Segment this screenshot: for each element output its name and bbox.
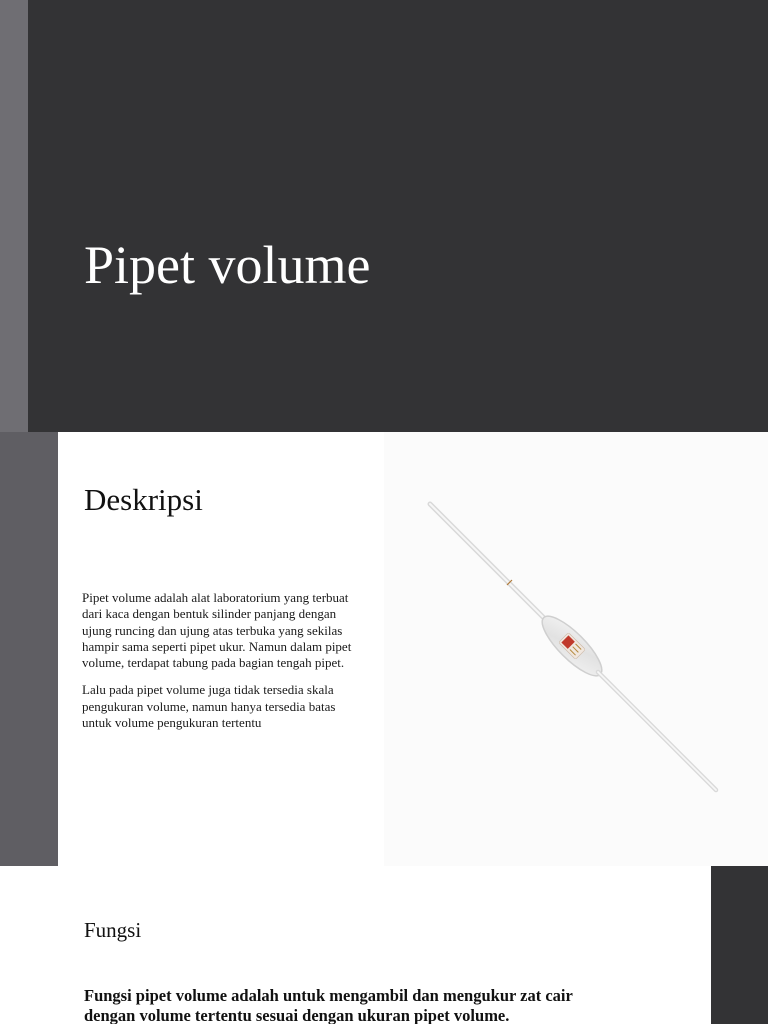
function-text: Fungsi pipet volume adalah untuk mengambil dan mengukur zat cair dengan volume tertentu sesuai dengan ukuran pipet volume. [84,986,573,1024]
left-accent-bar [0,432,58,866]
pipette-illustration [384,432,768,866]
function-slide [0,866,768,1024]
left-accent-bar [0,0,28,432]
right-accent-bar [711,866,768,1024]
paragraph: Pipet volume adalah alat laboratorium yang terbuat dari kaca dengan bentuk silinder panjang dengan ujung runcing dan ujung atas terbuka yang sekilas hampir sama seperti pipet ukur. Namun dalam pipet volume, terdapat tabung pada bagian tengah pipet. [82,590,352,671]
description-text [82,590,364,742]
title-slide [0,0,768,432]
section-heading: Fungsi [84,918,142,942]
section-heading: Deskripsi [84,482,203,517]
paragraph: Lalu pada pipet volume juga tidak tersedia skala pengukuran volume, namun hanya tersedia batas untuk volume pengukuran tertentu [82,682,336,731]
pipette-image [384,432,768,866]
slide-title: Pipet volume [84,235,371,295]
description-slide [0,432,768,866]
